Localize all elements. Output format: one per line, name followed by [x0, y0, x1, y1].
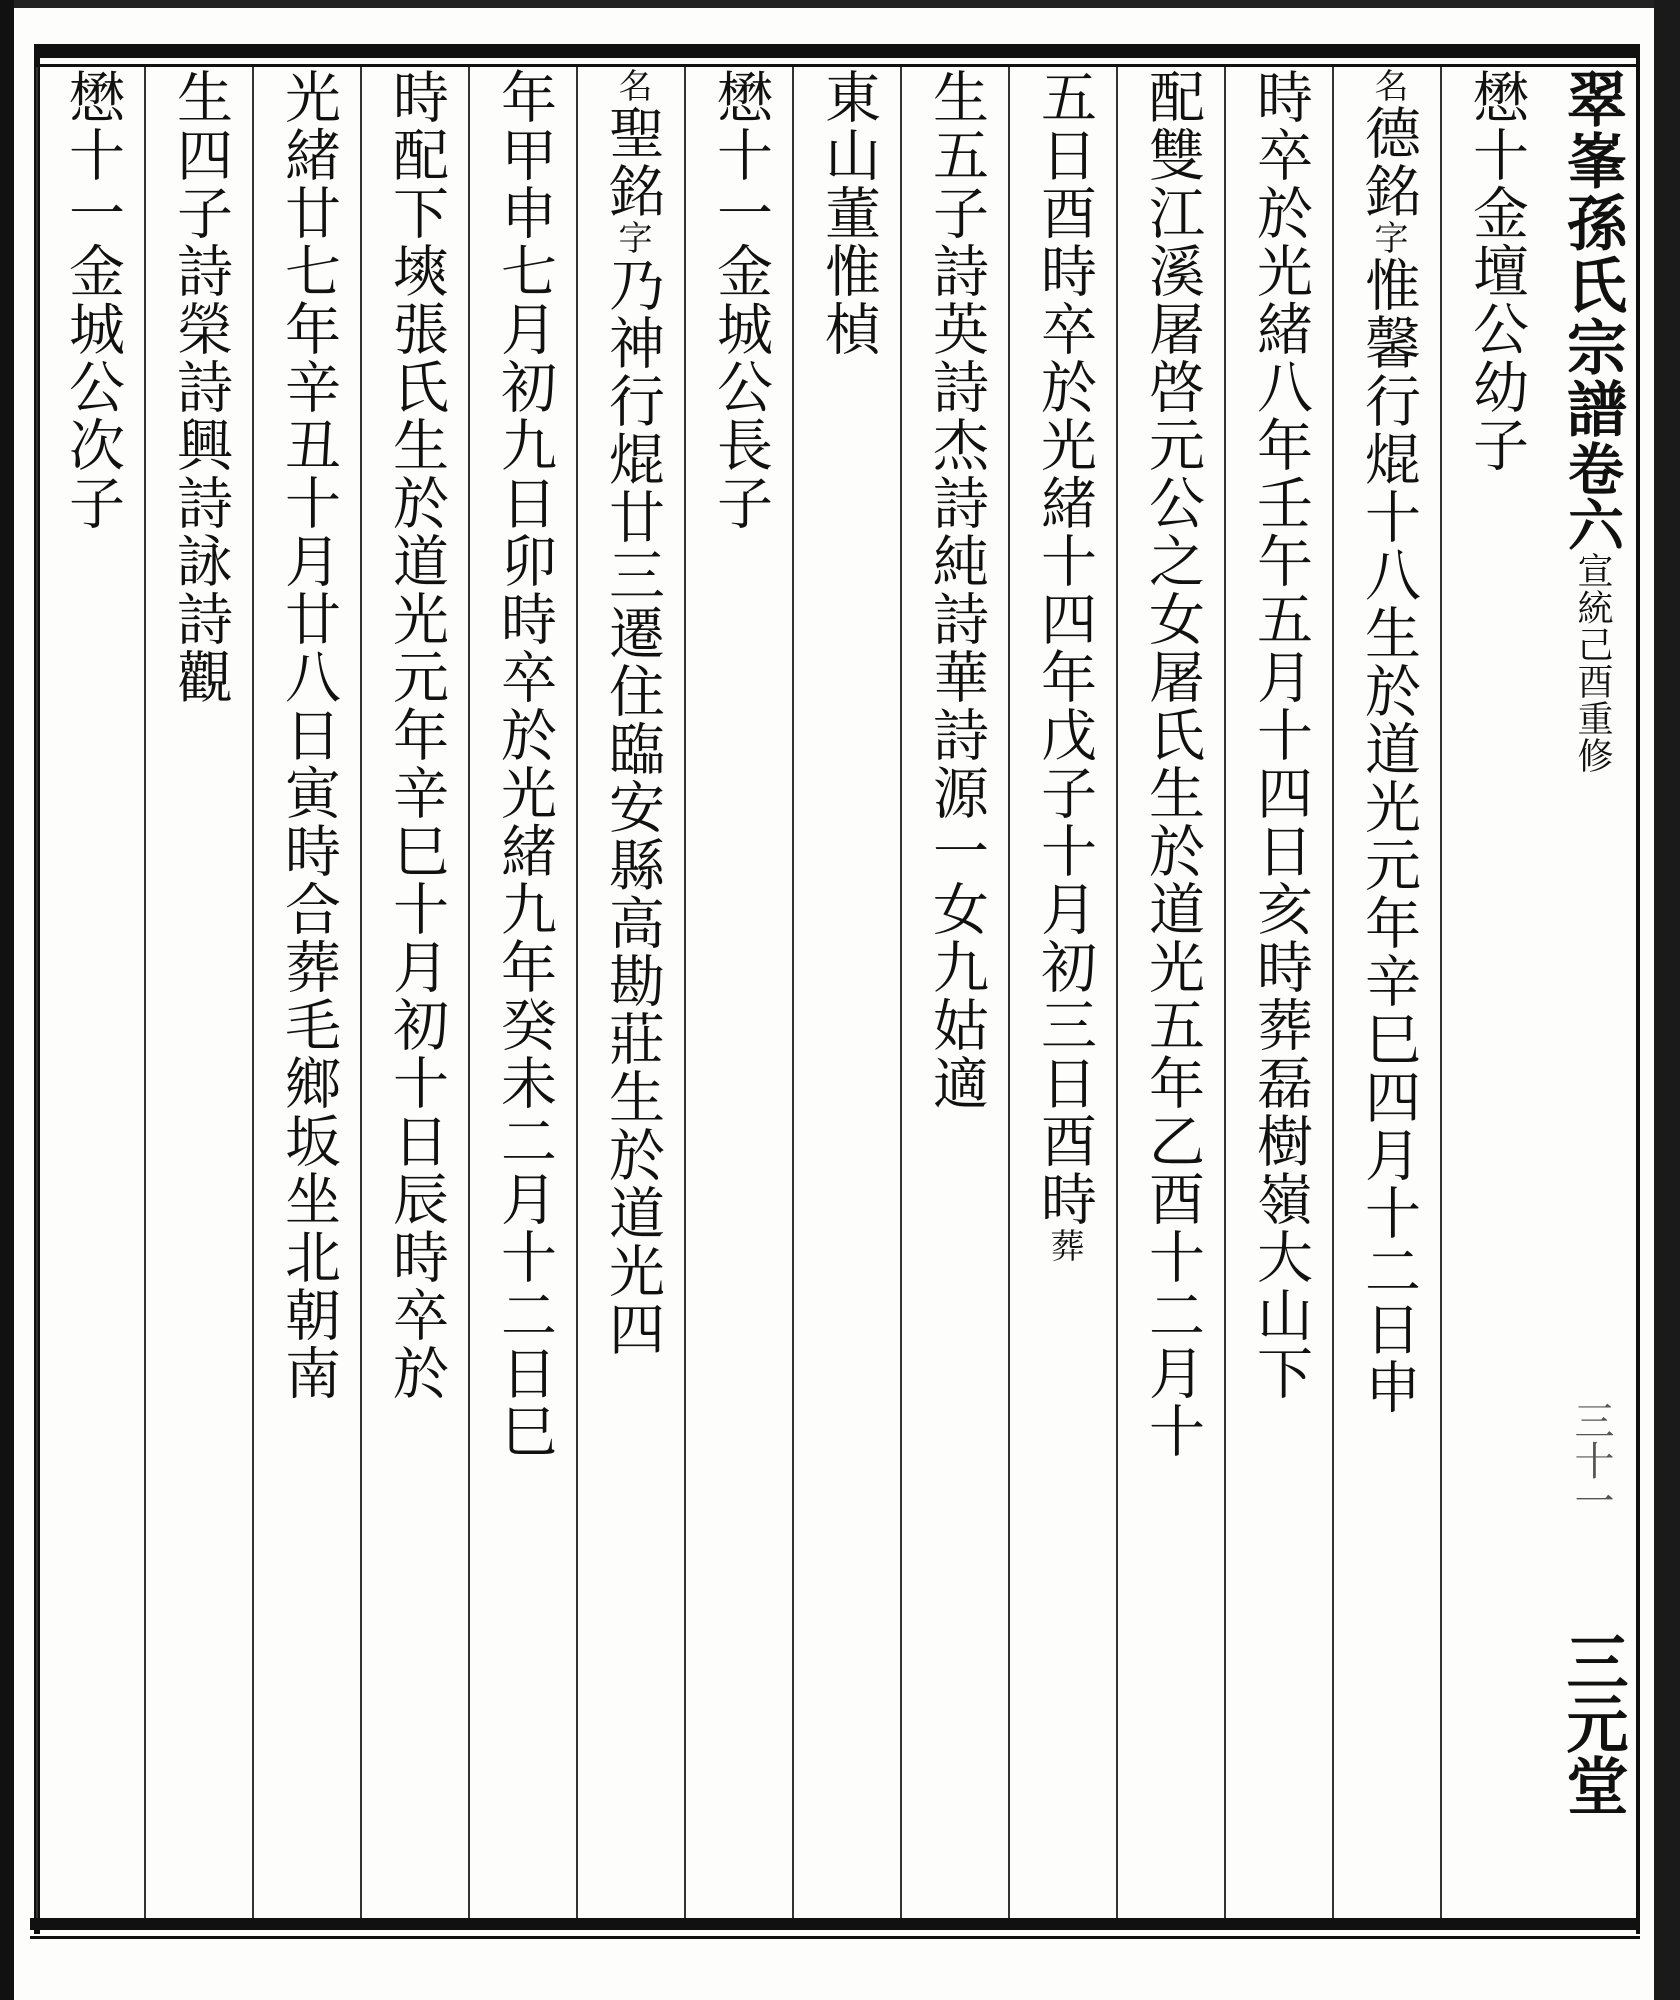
- column-text: 懋十一金城公長子: [708, 68, 773, 532]
- column-text: 生五子: [924, 68, 989, 242]
- text-column: [686, 68, 794, 1918]
- column-text: 詩華: [924, 590, 989, 706]
- volume-number: 卷六: [1559, 440, 1625, 552]
- text-column: [578, 68, 686, 1918]
- column-text: 聖銘: [600, 104, 665, 220]
- text-column: [902, 68, 1010, 1918]
- column-text: 詩源: [924, 706, 989, 822]
- text-column: [38, 68, 146, 1918]
- annotation-char: 名: [1368, 68, 1408, 104]
- text-column: [1118, 68, 1226, 1918]
- frame-top-border: [40, 44, 1640, 58]
- page-number: 三十一: [1568, 1400, 1614, 1520]
- genealogy-title: 翠峯孫氏宗譜: [1557, 68, 1627, 440]
- frame-bottom-inner-border: [30, 1936, 1640, 1939]
- column-text: 懋十一金城公次子: [60, 68, 125, 532]
- text-column: [1334, 68, 1442, 1918]
- column-text: 乃神行焜廿三: [600, 256, 665, 604]
- text-column: [1226, 68, 1334, 1918]
- annotation-char: 字: [1368, 220, 1408, 256]
- column-text: 時: [384, 68, 449, 126]
- column-text: 年甲申七月初九日卯時卒於光緒九年癸未二月十二日巳: [492, 68, 557, 1460]
- text-column: [794, 68, 902, 1918]
- hall-name: 三元堂: [1556, 1630, 1629, 1816]
- column-text: 詩觀: [168, 590, 233, 706]
- column-text: 光緒廿七年辛丑十月廿八日寅時: [276, 68, 341, 880]
- text-column: [470, 68, 578, 1918]
- column-text: 配下塽張氏生於道光元年辛巳十月初十日辰時卒於: [384, 126, 449, 1402]
- column-text: 詩英: [924, 242, 989, 358]
- column-text: 生於道光四: [600, 1068, 665, 1358]
- column-text: 生四子: [168, 68, 233, 242]
- scan-edge-left: [0, 0, 14, 2000]
- text-column: [254, 68, 362, 1918]
- text-column: [362, 68, 470, 1918]
- annotation-char: 字: [612, 220, 652, 256]
- column-text: 遷住臨安縣高勘莊: [600, 604, 665, 1068]
- column-text: 詩詠: [168, 474, 233, 590]
- text-column: [1010, 68, 1118, 1918]
- column-text: 詩興: [168, 358, 233, 474]
- column-text: 時卒於光緒八年壬午五月十四日亥時葬磊樹嶺大山下: [1248, 68, 1313, 1402]
- scan-edge-top: [0, 0, 1680, 8]
- frame-bottom-border: [30, 1918, 1640, 1930]
- column-text: 配雙江溪屠啓元公之女屠氏生於道光五年乙酉十二月十: [1140, 68, 1205, 1460]
- column-text: 懋十金壇公幼子: [1464, 68, 1529, 474]
- scan-edge-right: [1654, 0, 1680, 2000]
- column-text: 東山董惟楨: [816, 68, 881, 358]
- column-text: 合葬毛鄉坂坐北朝南: [276, 880, 341, 1402]
- column-text: 惟馨行焜十八: [1356, 256, 1421, 604]
- annotation-char: 名: [612, 68, 652, 104]
- text-column: [146, 68, 254, 1918]
- column-text: 五日酉時卒於光緒十四年戊子十月初三日酉時: [1032, 68, 1097, 1228]
- column-text: 德銘: [1356, 104, 1421, 220]
- column-text: 詩杰: [924, 358, 989, 474]
- text-column: [1442, 68, 1550, 1918]
- column-text: 生於道光元年辛巳四月十二日申: [1356, 604, 1421, 1416]
- frame-right-border: [1636, 44, 1640, 1934]
- column-text: 詩純: [924, 474, 989, 590]
- frame-top-inner-border: [40, 64, 1640, 67]
- column-text: 一女九姑適: [924, 822, 989, 1112]
- edition-note: 宣統己酉重修: [1572, 552, 1613, 774]
- column-text: 詩榮: [168, 242, 233, 358]
- annotation-char: 葬: [1044, 1228, 1084, 1264]
